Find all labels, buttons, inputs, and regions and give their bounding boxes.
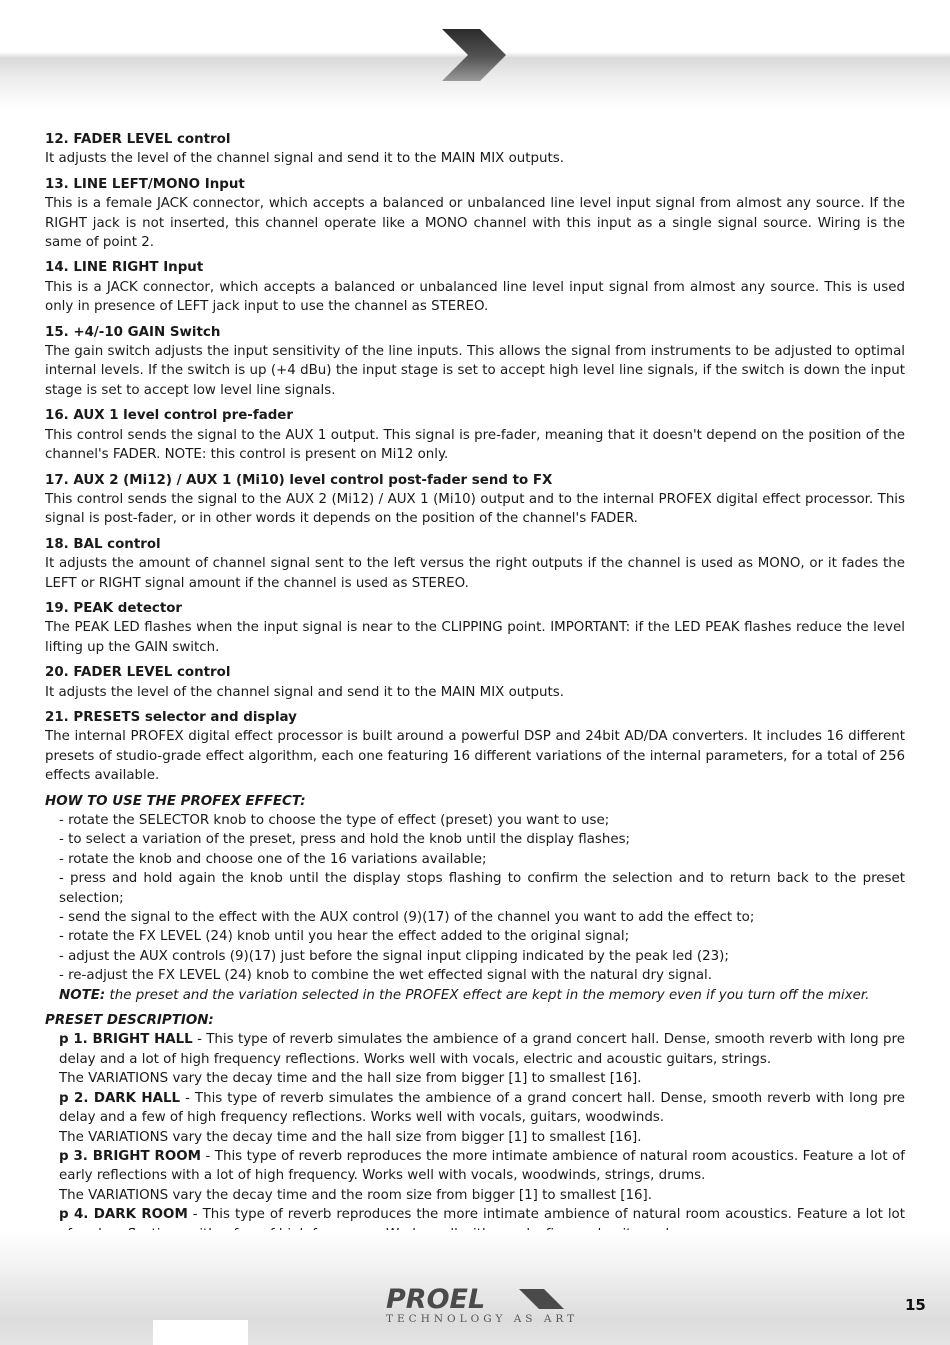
preset-item <box>59 1147 905 1186</box>
section-block <box>45 130 905 169</box>
section-title: 15. +4/-10 GAIN Switch <box>45 324 221 340</box>
chevron-right-icon <box>440 26 510 84</box>
section-body: It adjusts the level of the channel signal and send it to the MAIN MIX outputs. <box>45 151 564 167</box>
section-body: The PEAK LED flashes when the input signal is near to the CLIPPING point. IMPORTANT: if the LED PEAK flashes reduce the level lifting up the GAIN switch. <box>45 620 905 655</box>
howto-steps <box>45 811 905 986</box>
preset-desc: - This type of reverb reproduces the more intimate ambience of natural room acoustics. Feature a lot of early reflections with a lot of high frequency. Works well with vocals, woodwinds, strings, drums. <box>59 1148 905 1184</box>
preset-variation: The VARIATIONS vary the decay time and the hall size from bigger [1] to smallest [16]. <box>59 1071 642 1087</box>
section-title: 17. AUX 2 (Mi12) / AUX 1 (Mi10) level control post-fader send to FX <box>45 472 553 488</box>
logo-tagline: TECHNOLOGY AS ART <box>386 1313 579 1325</box>
howto-title: HOW TO USE THE PROFEX EFFECT: <box>45 793 306 809</box>
howto-step: - to select a variation of the preset, press and hold the knob until the display flashes; <box>59 832 631 848</box>
section-body: The internal PROFEX digital effect processor is built around a powerful DSP and 24bit AD/DA converters. It includes 16 different presets of studio-grade effect algorithm, each one featuring 16 different variations of the internal parameters, for a total of 256 effects available. <box>45 729 905 784</box>
section-body: This control sends the signal to the AUX 2 (Mi12) / AUX 1 (Mi10) output and to the internal PROFEX digital effect processor. This signal is post-fader, or in other words it depends on the position of the channel's FADER. <box>45 491 905 527</box>
section-block <box>45 323 905 401</box>
proel-logo-mark <box>384 1283 569 1313</box>
howto-step: - rotate the SELECTOR knob to choose the type of effect (preset) you want to use; <box>59 813 610 828</box>
preset-desc: - This type of reverb simulates the ambience of a grand concert hall. Dense, smooth reverb with long pre delay and a lot of high frequency reflections. Works well with vocals, electric and acoustic guitars, strings. <box>59 1032 905 1067</box>
section-body: It adjusts the amount of channel signal sent to the left versus the right outputs if the channel is used as MONO, or it fades the LEFT or RIGHT signal amount if the channel is used as STEREO. <box>45 556 905 591</box>
section-list <box>45 130 905 786</box>
section-title: 20. FADER LEVEL control <box>45 665 231 681</box>
section-body: The gain switch adjusts the input sensitivity of the line inputs. This allows the signal from instruments to be adjusted to optimal internal levels. If the switch is up (+4 dBu) the input stage is set to accept high level line signals, if the switch is down the input stage is set to accept low level line signals. <box>45 344 905 398</box>
page-number: 15 <box>905 1296 926 1314</box>
section-block <box>45 406 905 464</box>
section-block <box>45 599 905 657</box>
section-title: 19. PEAK detector <box>45 600 183 616</box>
howto-step: - adjust the AUX controls (9)(17) just before the signal input clipping indicated by the peak led (23); <box>59 948 729 964</box>
logo-slash-icon <box>519 1289 564 1309</box>
note-label: NOTE: <box>59 987 106 1003</box>
preset-name: p 2. DARK HALL <box>59 1090 181 1106</box>
note-text: the preset and the variation selected in the PROFEX effect are kept in the memory even if you turn off the mixer. <box>105 987 870 1003</box>
preset-name: p 1. BRIGHT HALL <box>59 1032 193 1048</box>
preset-variation: The VARIATIONS vary the decay time and the room size from bigger [1] to smallest [16]. <box>59 1187 652 1203</box>
preset-list <box>45 1030 905 1243</box>
section-body: This is a female JACK connector, which accepts a balanced or unbalanced line level input signal from almost any source. If the RIGHT jack is not inserted, this channel operate like a MONO channel with this input as a single signal source. Wiring is the same of point 2. <box>45 196 905 251</box>
section-title: 14. LINE RIGHT Input <box>45 260 204 276</box>
howto-step: - rotate the knob and choose one of the 16 variations available; <box>59 851 487 867</box>
section-body: This control sends the signal to the AUX 1 output. This signal is pre-fader, meaning that it doesn't depend on the position of the channel's FADER. NOTE: this control is present on Mi12 only. <box>45 427 905 463</box>
section-title: 12. FADER LEVEL control <box>45 132 231 147</box>
howto-step: - re-adjust the FX LEVEL (24) knob to combine the wet effected signal with the natural dry signal. <box>59 968 712 984</box>
preset-item <box>59 1089 905 1128</box>
logo-wordmark: PROEL <box>386 1284 486 1313</box>
section-block <box>45 258 905 316</box>
preset-desc: - This type of reverb simulates the ambience of a grand concert hall. Dense, smooth reverb with long pre delay and a few of high frequency reflections. Works well with vocals, guitars, woodwinds. <box>59 1090 905 1126</box>
howto-step: - send the signal to the effect with the AUX control (9)(17) of the channel you want to add the effect to; <box>59 910 755 926</box>
section-body: This is a JACK connector, which accepts a balanced or unbalanced line level input signal from almost any source. This is used only in presence of LEFT jack input to use the channel as STEREO. <box>45 279 905 315</box>
preset-variation: The VARIATIONS vary the decay time and the hall size from bigger [1] to smallest [16]. <box>59 1129 642 1145</box>
howto-note <box>45 986 905 1005</box>
preset-desc: - This type of reverb reproduces the more intimate ambience of natural room acoustics. Feature a lot lot <box>192 1207 906 1223</box>
section-title: 16. AUX 1 level control pre-fader <box>45 408 293 424</box>
section-title: 13. LINE LEFT/MONO Input <box>45 176 245 192</box>
howto-step: - rotate the FX LEVEL (24) knob until you hear the effect added to the original signal; <box>59 929 630 945</box>
preset-name: p 3. BRIGHT ROOM <box>59 1148 201 1164</box>
preset-title: PRESET DESCRIPTION: <box>45 1013 214 1029</box>
document-body <box>45 130 905 1244</box>
section-block <box>45 708 905 786</box>
footer-white-box <box>153 1320 248 1345</box>
howto-step: - press and hold again the knob until the display stops flashing to confirm the selection and to return back to the preset selection; <box>59 871 905 906</box>
section-body: It adjusts the level of the channel signal and send it to the MAIN MIX outputs. <box>45 684 564 700</box>
preset-item <box>59 1030 905 1069</box>
section-block <box>45 471 905 529</box>
proel-logo <box>384 1283 579 1345</box>
section-block <box>45 535 905 593</box>
section-title: 21. PRESETS selector and display <box>45 709 297 725</box>
section-block <box>45 663 905 702</box>
section-block <box>45 175 905 253</box>
section-title: 18. BAL control <box>45 536 161 552</box>
preset-name: p 4. DARK ROOM <box>59 1207 188 1223</box>
